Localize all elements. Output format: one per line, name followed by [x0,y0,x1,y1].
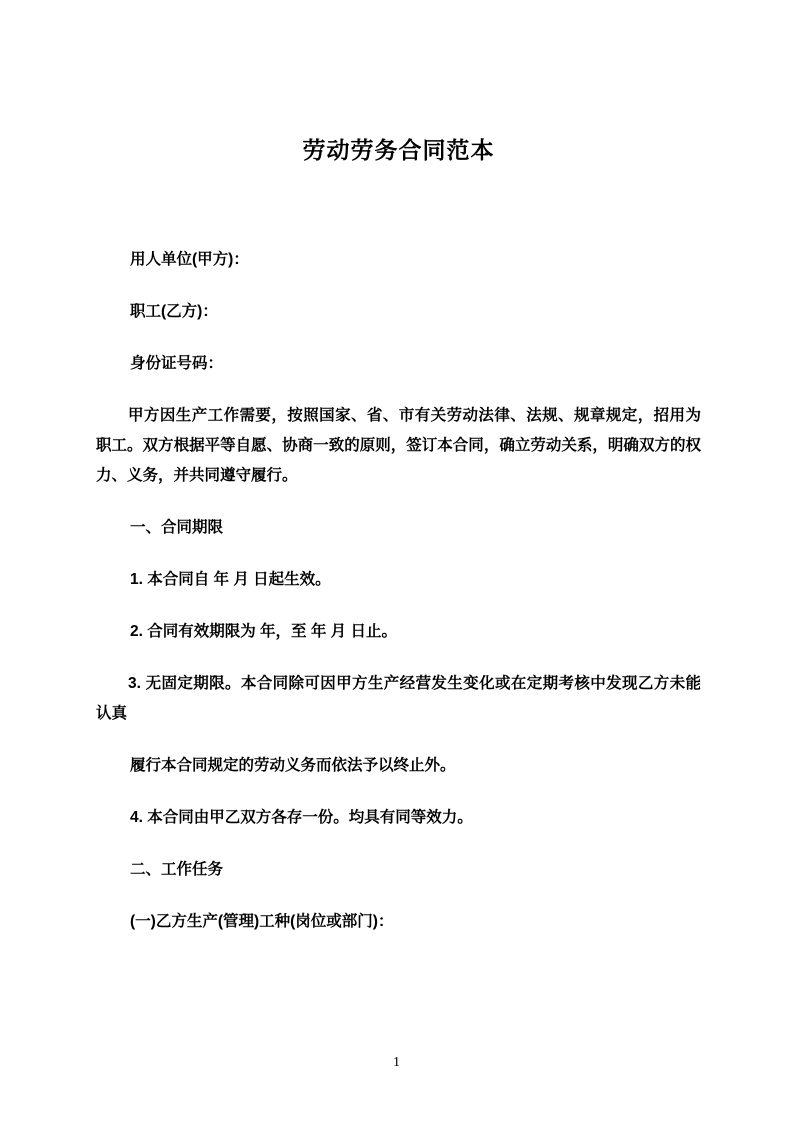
page-number: 1 [393,1055,400,1070]
heading-contract-term: 一、合同期限 [130,519,224,536]
document-body [96,245,701,937]
field-employee: 职工(乙方)： [130,303,218,320]
field-employer: 用人单位(甲方)： [130,251,249,268]
clause-2-1: (一)乙方生产(管理)工种(岗位或部门)： [130,913,394,930]
document-content [96,0,701,937]
clause-1-3-continued: 履行本合同规定的劳动义务而依法予以终止外。 [130,757,456,774]
clause-1-4: 4. 本合同由甲乙双方各存一份。均具有同等效力。 [130,809,473,826]
clause-1-3: 3. 无固定期限。本合同除可因甲方生产经营发生变化或在定期考核中发现乙方未能认真 [96,675,701,722]
page-title: 劳动劳务合同范本 [302,137,495,163]
field-id-number: 身份证号码： [130,355,224,372]
clause-1-2: 2. 合同有效期限为 年，至 年 月 日止。 [130,623,397,640]
heading-work-duties: 二、工作任务 [130,861,224,878]
paragraph-preamble: 甲方因生产工作需要，按照国家、省、市有关劳动法律、法规、规章规定，招用为职工。双方根据平等自愿、协商一致的原则，签订本合同，确立劳动关系，明确双方的权力、义务，并共同遵守履行。 [96,407,701,484]
clause-1-1: 1. 本合同自 年 月 日起生效。 [130,571,331,588]
